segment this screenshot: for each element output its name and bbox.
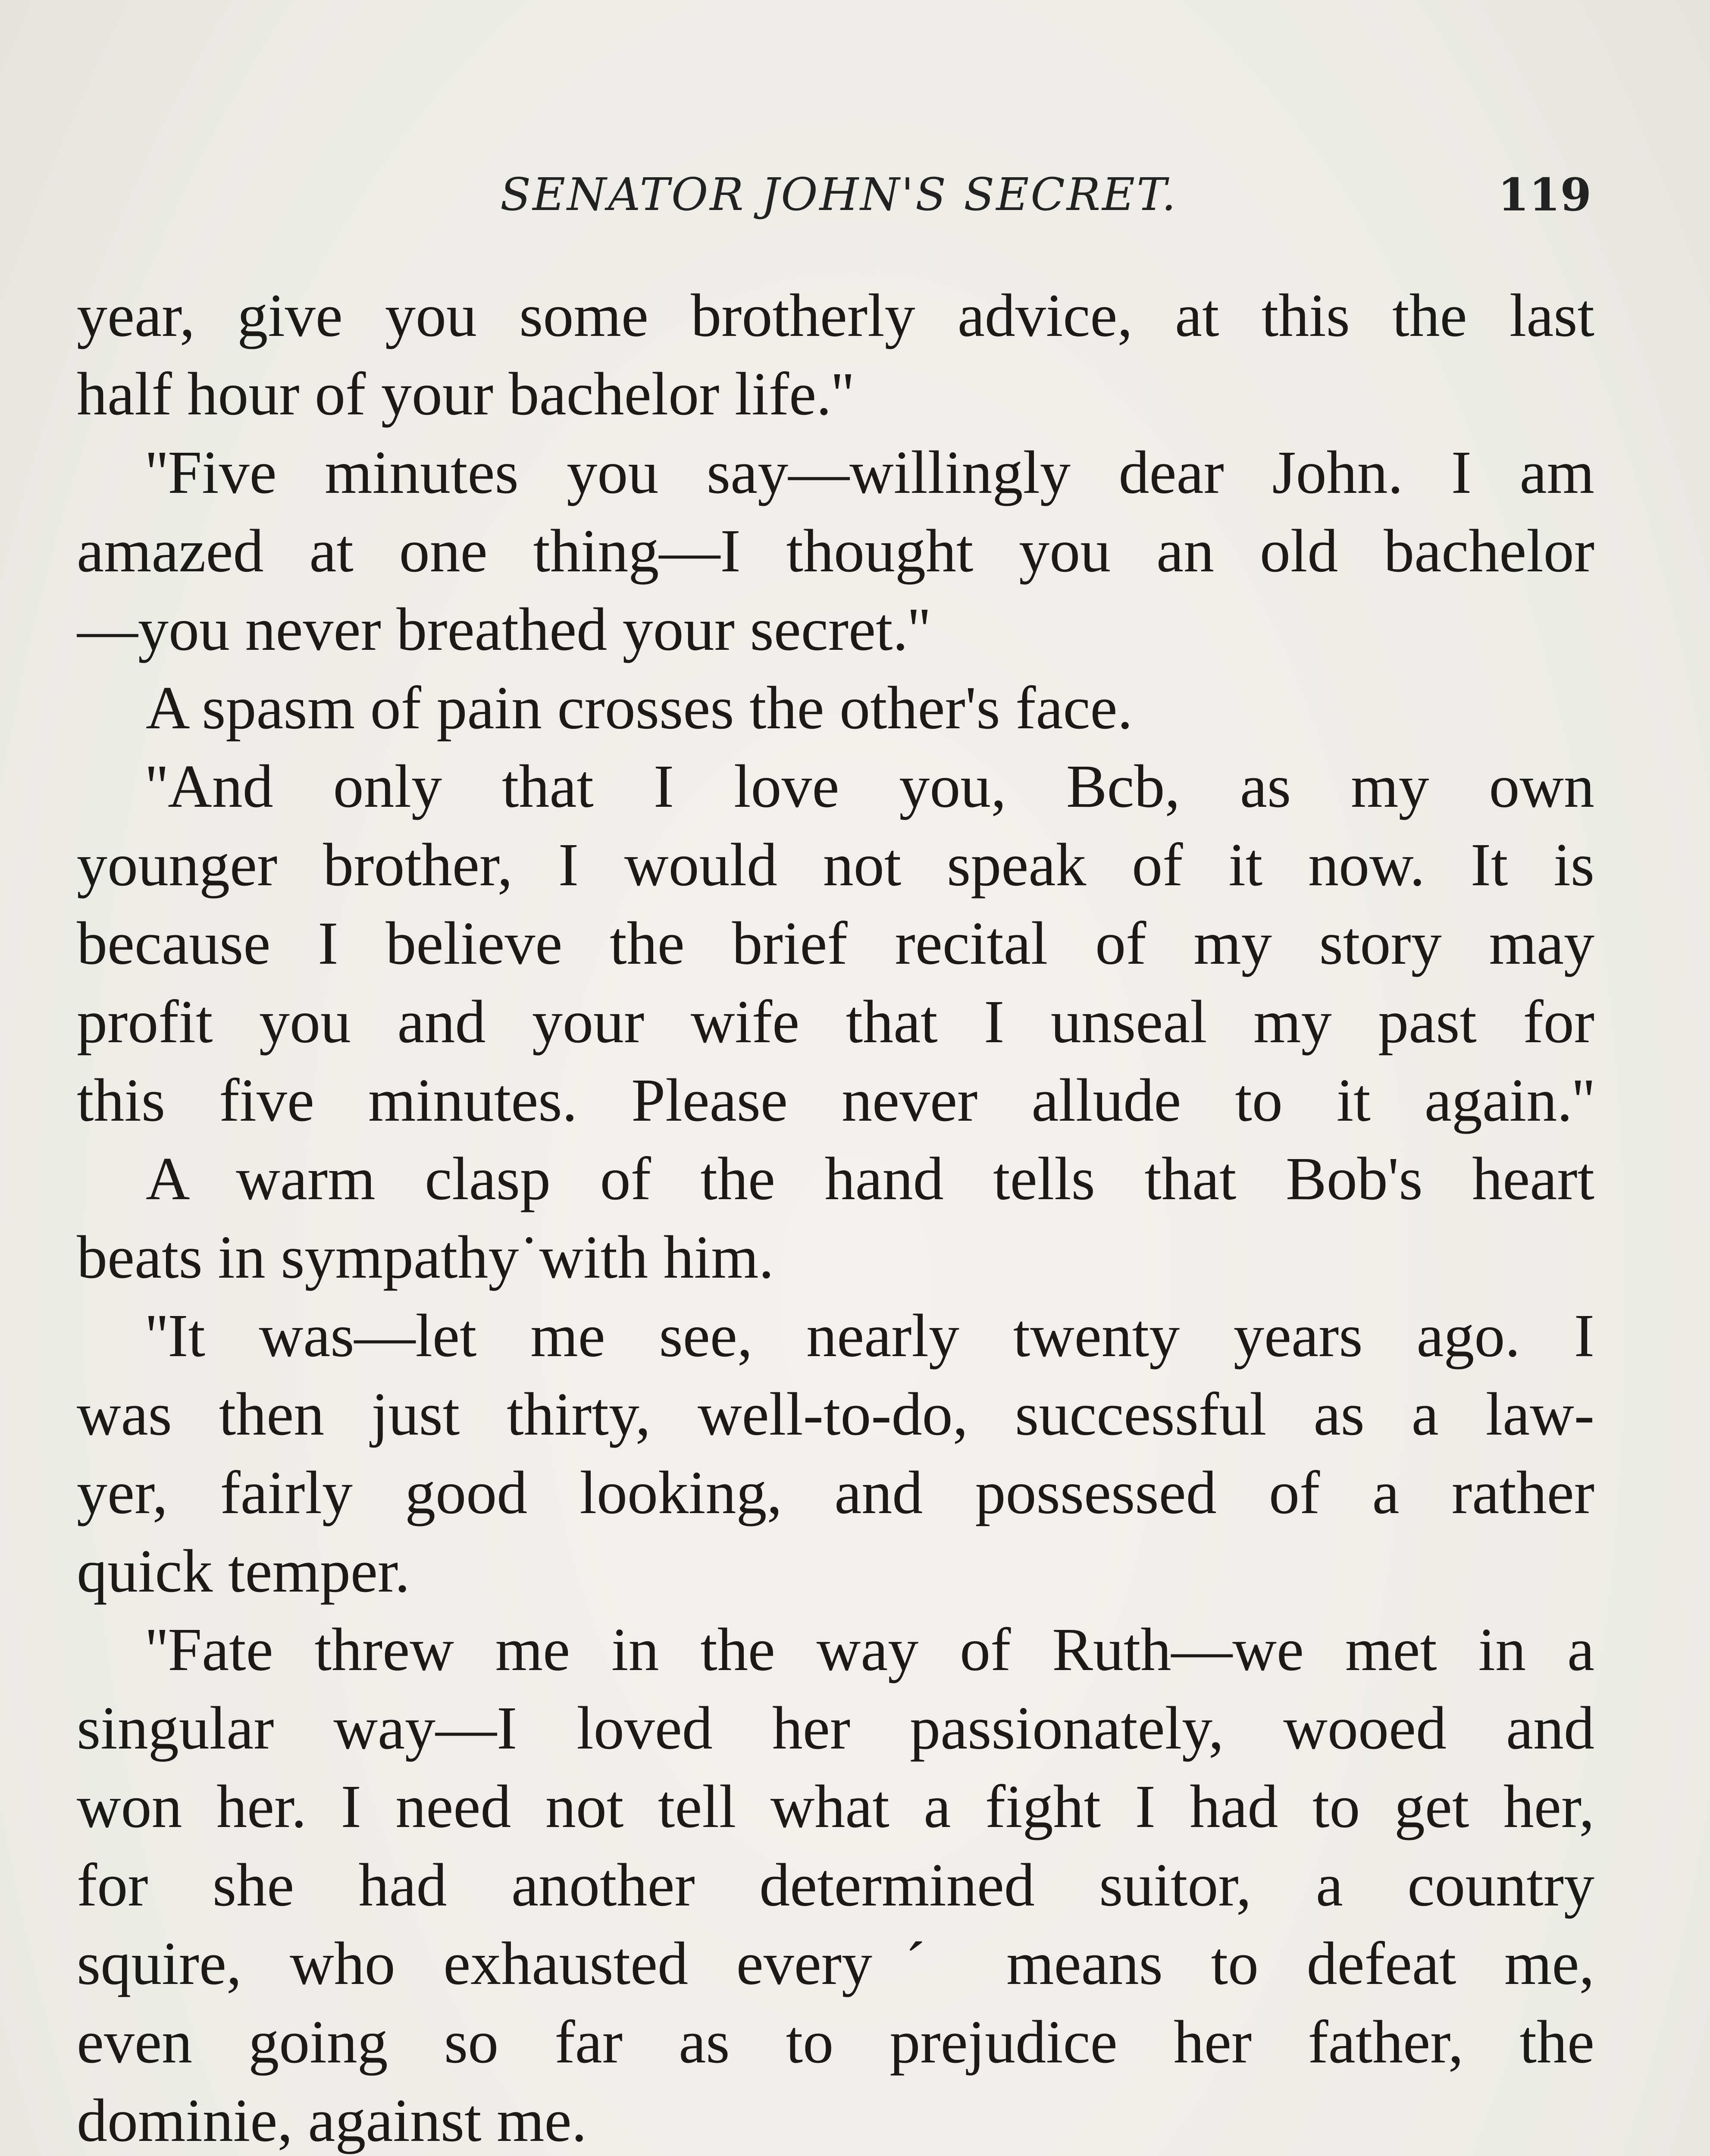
text-line: was then just thirty, well-to-do, successful as a law- <box>77 1380 1594 1448</box>
text-line: year, give you some brotherly advice, at this the last <box>77 281 1594 349</box>
text-line: even going so far as to prejudice her father, the <box>77 2008 1594 2076</box>
page-number: 119 <box>1497 168 1591 221</box>
text-line: for she had another determined suitor, a country <box>77 1851 1594 1919</box>
text-line: yer, fairly good looking, and possessed of a rather <box>77 1458 1594 1526</box>
text-line: beats in sympathy˙with him. <box>77 1223 774 1291</box>
running-head-title: SENATOR JOHN'S SECRET. <box>500 168 1178 221</box>
text-line: ''Five minutes you say—willingly dear John. I am <box>146 438 1594 506</box>
text-line: squire, who exhausted everyˊ means to defeat me, <box>77 1929 1594 1997</box>
text-line: singular way—I loved her passionately, wooed and <box>77 1694 1594 1762</box>
text-line: because I believe the brief recital of my story may <box>77 909 1594 977</box>
text-line: ''And only that I love you, Bcb, as my own <box>146 752 1594 820</box>
text-line: A warm clasp of the hand tells that Bob's heart <box>146 1144 1594 1213</box>
text-line: half hour of your bachelor life.'' <box>77 360 854 428</box>
text-line: amazed at one thing—I thought you an old bachelor <box>77 517 1594 585</box>
text-line: younger brother, I would not speak of it now. It is <box>77 830 1594 899</box>
text-line: ''Fate threw me in the way of Ruth—we met in a <box>146 1615 1594 1683</box>
text-line: this five minutes. Please never allude to it again.'' <box>77 1066 1594 1134</box>
text-line: A spasm of pain crosses the other's face. <box>146 674 1133 742</box>
text-line: —you never breathed your secret.'' <box>77 595 930 663</box>
text-line: quick temper. <box>77 1537 410 1605</box>
text-line: ''It was—let me see, nearly twenty years ago. I <box>146 1301 1594 1369</box>
body-text <box>77 276 1594 2156</box>
text-line: dominie, against me. <box>77 2086 587 2154</box>
text-line: profit you and your wife that I unseal my past for <box>77 987 1594 1056</box>
text-line: won her. I need not tell what a fight I had to get her, <box>77 1772 1594 1840</box>
